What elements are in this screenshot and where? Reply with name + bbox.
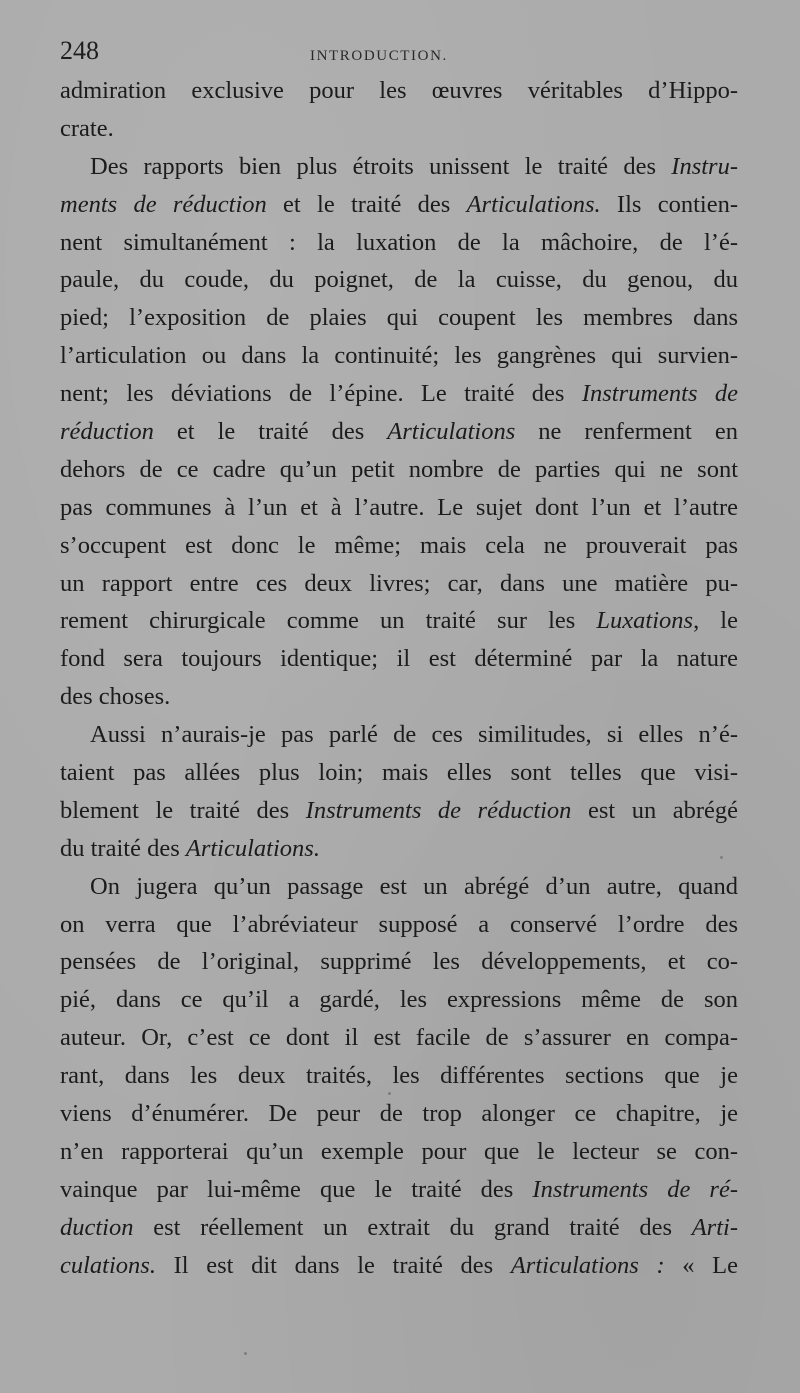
text-line	[60, 565, 738, 603]
body-text-run: auteur. Or, c’est ce dont il est facile de s’assurer en compa-	[60, 1024, 738, 1052]
body-text-run: et le traité des	[266, 190, 467, 218]
text-line	[60, 299, 738, 337]
text-line	[60, 261, 738, 299]
body-text-run: crate.	[60, 114, 114, 142]
text-line	[60, 1247, 738, 1285]
text-line	[60, 224, 738, 262]
text-line	[60, 337, 738, 375]
text-line	[60, 1019, 738, 1057]
body-text-run: Ils contien-	[600, 190, 738, 218]
body-text-run: blement le traité des	[60, 796, 306, 824]
body-text-run: , le	[693, 607, 738, 635]
italic-title-text: Articulations.	[185, 834, 320, 862]
page-number: 248	[60, 36, 99, 65]
body-text-run: paule, du coude, du poignet, de la cuisse, du genou, du	[60, 266, 738, 294]
body-text-run: s’occupent est donc le même; mais cela ne prouverait pas	[60, 531, 738, 559]
body-text-run: rement chirurgicale comme un traité sur les	[60, 607, 597, 635]
body-text-run: Aussi n’aurais-je pas parlé de ces similitudes, si elles n’é-	[90, 721, 738, 749]
body-text-run: nent simultanément : la luxation de la mâchoire, de l’é-	[60, 228, 738, 256]
body-text-run: un rapport entre ces deux livres; car, dans une matière pu-	[60, 569, 738, 597]
text-line	[60, 678, 738, 716]
body-text-run: On jugera qu’un passage est un abrégé d’un autre, quand	[90, 872, 738, 900]
paper-speck	[388, 1092, 391, 1095]
italic-title-text: réduction	[60, 418, 154, 446]
text-line	[60, 1209, 738, 1247]
body-text-run: pié, dans ce qu’il a gardé, les expressions même de son	[60, 986, 738, 1014]
body-text-run: fond sera toujours identique; il est déterminé par la nature	[60, 645, 738, 673]
body-text-run: est un abrégé	[571, 796, 738, 824]
italic-title-text: Articulations.	[466, 190, 601, 218]
italic-title-text: Instruments de réduction	[305, 796, 572, 824]
italic-title-text: culations.	[60, 1251, 156, 1279]
text-line	[60, 148, 738, 186]
italic-title-text: Instruments de ré-	[532, 1175, 738, 1203]
body-text-run: on verra que l’abréviateur supposé a conservé l’ordre des	[60, 910, 738, 938]
body-text-run: est réellement un extrait du grand traité des	[133, 1213, 692, 1241]
text-line	[60, 72, 738, 110]
text-line	[60, 943, 738, 981]
text-line	[60, 981, 738, 1019]
body-text-run: viens d’énumérer. De peur de trop alonger ce chapitre, je	[60, 1100, 738, 1128]
text-line	[60, 602, 738, 640]
italic-title-text: duction	[60, 1213, 134, 1241]
body-text-run: du traité des	[60, 834, 186, 862]
body-text-run: admiration exclusive pour les œuvres véritables d’Hippo-	[60, 77, 738, 104]
body-text-run: « Le	[682, 1251, 739, 1279]
paper-speck	[244, 1352, 247, 1355]
italic-title-text: Instru-	[671, 152, 738, 180]
body-text-run: vainque par lui-même que le traité des	[60, 1175, 533, 1203]
body-text-run: ne renferment en	[515, 418, 738, 446]
text-line	[60, 1095, 738, 1133]
italic-title-text: Arti-	[691, 1213, 738, 1241]
text-line	[60, 1171, 738, 1209]
italic-title-text: Articulations :	[510, 1251, 683, 1279]
text-line	[60, 716, 738, 754]
text-line	[60, 830, 738, 868]
text-line	[60, 792, 738, 830]
italic-title-text: Luxations	[596, 607, 694, 635]
body-text-run: pas communes à l’un et à l’autre. Le sujet dont l’un et l’autre	[60, 493, 738, 521]
running-head	[60, 36, 736, 72]
body-text-run: Des rapports bien plus étroits unissent le traité des	[90, 152, 672, 180]
italic-title-text: Instruments de	[581, 380, 738, 408]
text-line	[60, 110, 738, 148]
text-line	[60, 413, 738, 451]
body-text-run: Il est dit dans le traité des	[155, 1251, 511, 1279]
body-text	[60, 72, 738, 1285]
italic-title-text: ments de réduction	[60, 190, 267, 218]
body-text-run: rant, dans les deux traités, les différentes sections que je	[60, 1062, 738, 1090]
text-line	[60, 640, 738, 678]
text-line	[60, 868, 738, 906]
text-line	[60, 1133, 738, 1171]
paper-speck	[720, 856, 723, 859]
body-text-run: l’articulation ou dans la continuité; les gangrènes qui survien-	[60, 342, 738, 370]
text-line	[60, 489, 738, 527]
text-line	[60, 527, 738, 565]
body-text-run: taient pas allées plus loin; mais elles sont telles que visi-	[60, 759, 738, 787]
body-text-run: pensées de l’original, supprimé les développements, et co-	[60, 948, 738, 976]
text-line	[60, 754, 738, 792]
text-line	[60, 1057, 738, 1095]
text-line	[60, 906, 738, 944]
body-text-run: pied; l’exposition de plaies qui coupent les membres dans	[60, 304, 738, 332]
body-text-run: nent; les déviations de l’épine. Le traité des	[60, 380, 582, 408]
text-line	[60, 451, 738, 489]
body-text-run: dehors de ce cadre qu’un petit nombre de parties qui ne sont	[60, 455, 738, 483]
body-text-run: et le traité des	[153, 418, 388, 446]
body-text-run: des choses.	[60, 683, 171, 711]
running-title: INTRODUCTION.	[310, 48, 448, 64]
body-text-run: n’en rapporterai qu’un exemple pour que le lecteur se con-	[60, 1137, 738, 1165]
text-line	[60, 375, 738, 413]
italic-title-text: Articulations	[387, 418, 516, 446]
text-line	[60, 186, 738, 224]
